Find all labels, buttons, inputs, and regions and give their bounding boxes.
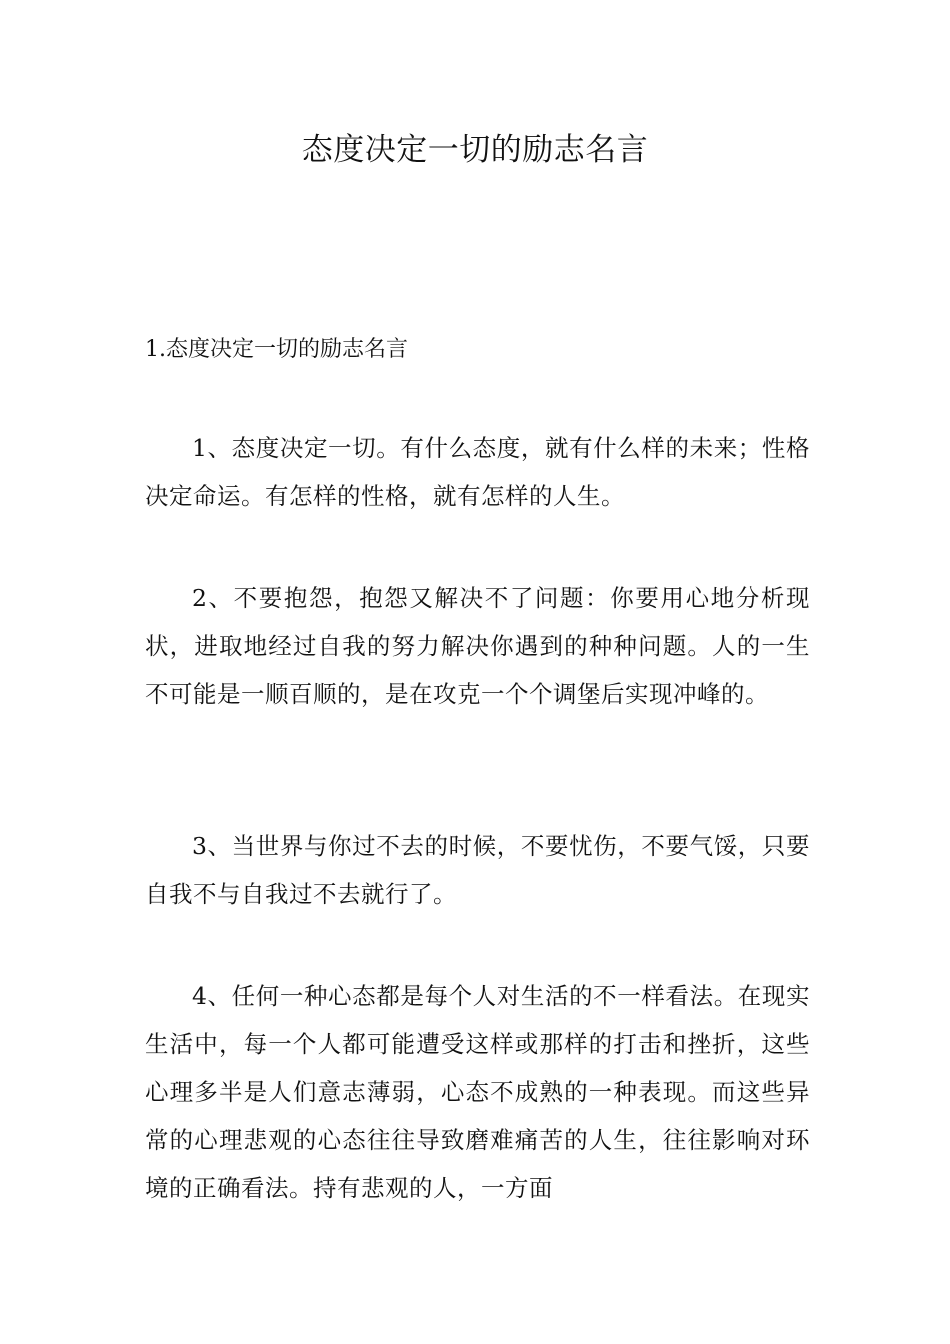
paragraph-3: 3、当世界与你过不去的时候，不要忧伤，不要气馁，只要自我不与自我过不去就行了。	[145, 832, 810, 908]
section-heading: 1.态度决定一切的励志名言	[145, 337, 408, 362]
paragraph-1: 1、态度决定一切。有什么态度，就有什么样的未来；性格决定命运。有怎样的性格，就有怎样的人生。	[145, 434, 810, 510]
document-title: 态度决定一切的励志名言	[301, 132, 649, 168]
paragraph-4: 4、任何一种心态都是每个人对生活的不一样看法。在现实生活中，每一个人都可能遭受这样或那样的打击和挫折，这些心理多半是人们意志薄弱，心态不成熟的一种表现。而这些异常的心理悲观的心态往往导致磨难痛苦的人生，往往影响对环境的正确看法。持有悲观的人，一方面	[145, 982, 810, 1202]
paragraph-2: 2、不要抱怨，抱怨又解决不了问题：你要用心地分析现状，进取地经过自我的努力解决你遇到的种种问题。人的一生不可能是一顺百顺的，是在攻克一个个调堡后实现冲峰的。	[145, 584, 810, 708]
